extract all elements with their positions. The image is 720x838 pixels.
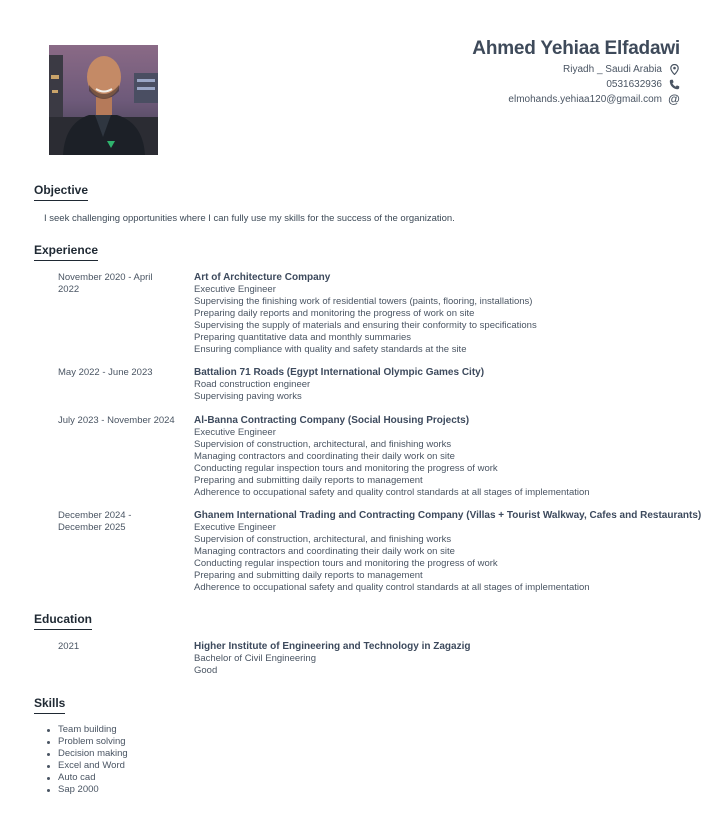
entry-line: Executive Engineer <box>194 522 276 533</box>
skill-item: Sap 2000 <box>58 784 128 796</box>
education-heading: Education <box>34 612 92 630</box>
entry-line: Conducting regular inspection tours and monitoring the progress of work <box>194 557 498 569</box>
entry-organization: Ghanem International Trading and Contracting Company (Villas + Tourist Walkway, Cafes and Restaurants) <box>194 510 702 521</box>
entry-date: November 2020 - April 2022 <box>58 272 153 295</box>
entry-date: December 2024 - December 2025 <box>58 510 132 533</box>
entry-line: Managing contractors and coordinating their daily work on site <box>194 450 455 462</box>
at-sign-icon: @ <box>668 92 680 106</box>
entry-line: Executive Engineer <box>194 284 276 295</box>
entry-line: Good <box>194 664 218 676</box>
phone-text[interactable]: 0531632936 <box>606 79 662 90</box>
entry-line: Supervising paving works <box>194 390 302 402</box>
entry-body <box>194 272 704 355</box>
entry-line: Supervision of construction, architectural, and finishing works <box>194 438 452 450</box>
skill-item: Problem solving <box>58 736 128 748</box>
entry-line: Road construction engineer <box>194 379 311 390</box>
email-text[interactable]: elmohands.yehiaa120@gmail.com <box>508 94 662 105</box>
entry-line: Adherence to occupational safety and quality control standards at all stages of implementation <box>194 581 590 593</box>
objective-text: I seek challenging opportunities where I can fully use my skills for the success of the organization. <box>44 213 455 224</box>
experience-heading: Experience <box>34 243 98 261</box>
entry-line: Adherence to occupational safety and quality control standards at all stages of implementation <box>194 486 590 498</box>
entry-line: Preparing daily reports and monitoring the progress of work on site <box>194 307 475 319</box>
profile-photo <box>49 45 158 155</box>
entry-line: Preparing and submitting daily reports to management <box>194 569 423 581</box>
entry-organization: Higher Institute of Engineering and Technology in Zagazig <box>194 641 471 652</box>
entry-line: Ensuring compliance with quality and safety standards at the site <box>194 343 467 355</box>
skill-item: Auto cad <box>58 772 128 784</box>
phone-icon <box>668 79 680 91</box>
entry-date: 2021 <box>58 641 80 652</box>
skill-item: Decision making <box>58 747 128 759</box>
entry-organization: Battalion 71 Roads (Egypt International Olympic Games City) <box>194 367 485 378</box>
map-pin-icon <box>668 64 680 76</box>
skills-list <box>58 724 128 795</box>
entry-line: Executive Engineer <box>194 427 276 438</box>
skill-item: Excel and Word <box>58 760 128 772</box>
entry-line: Managing contractors and coordinating their daily work on site <box>194 545 455 557</box>
entry-line: Supervision of construction, architectural, and finishing works <box>194 533 452 545</box>
entry-line: Preparing and submitting daily reports to management <box>194 474 423 486</box>
entry-line: Supervising the supply of materials and ensuring their conformity to specifications <box>194 319 537 331</box>
entry-body <box>194 641 704 677</box>
entry-line: Bachelor of Civil Engineering <box>194 653 316 664</box>
contact-location <box>472 62 680 77</box>
entry-line: Conducting regular inspection tours and monitoring the progress of work <box>194 462 498 474</box>
entry-body <box>194 367 704 403</box>
entry-organization: Al-Banna Contracting Company (Social Housing Projects) <box>194 415 470 426</box>
location-text: Riyadh _ Saudi Arabia <box>563 64 662 75</box>
entry-body <box>194 510 704 593</box>
skills-heading: Skills <box>34 696 65 714</box>
entry-body <box>194 415 704 498</box>
entry-line: Preparing quantitative data and monthly summaries <box>194 331 412 343</box>
skill-item: Team building <box>58 724 128 736</box>
entry-line: Supervising the finishing work of residential towers (paints, flooring, installations) <box>194 295 533 307</box>
entry-date: May 2022 - June 2023 <box>58 367 153 378</box>
candidate-name: Ahmed Yehiaa Elfadawi <box>472 38 680 59</box>
entry-organization: Art of Architecture Company <box>194 272 331 283</box>
resume-header <box>472 38 680 107</box>
contact-phone <box>472 77 680 92</box>
entry-date: July 2023 - November 2024 <box>58 415 175 426</box>
contact-email <box>472 92 680 107</box>
objective-heading: Objective <box>34 183 88 201</box>
